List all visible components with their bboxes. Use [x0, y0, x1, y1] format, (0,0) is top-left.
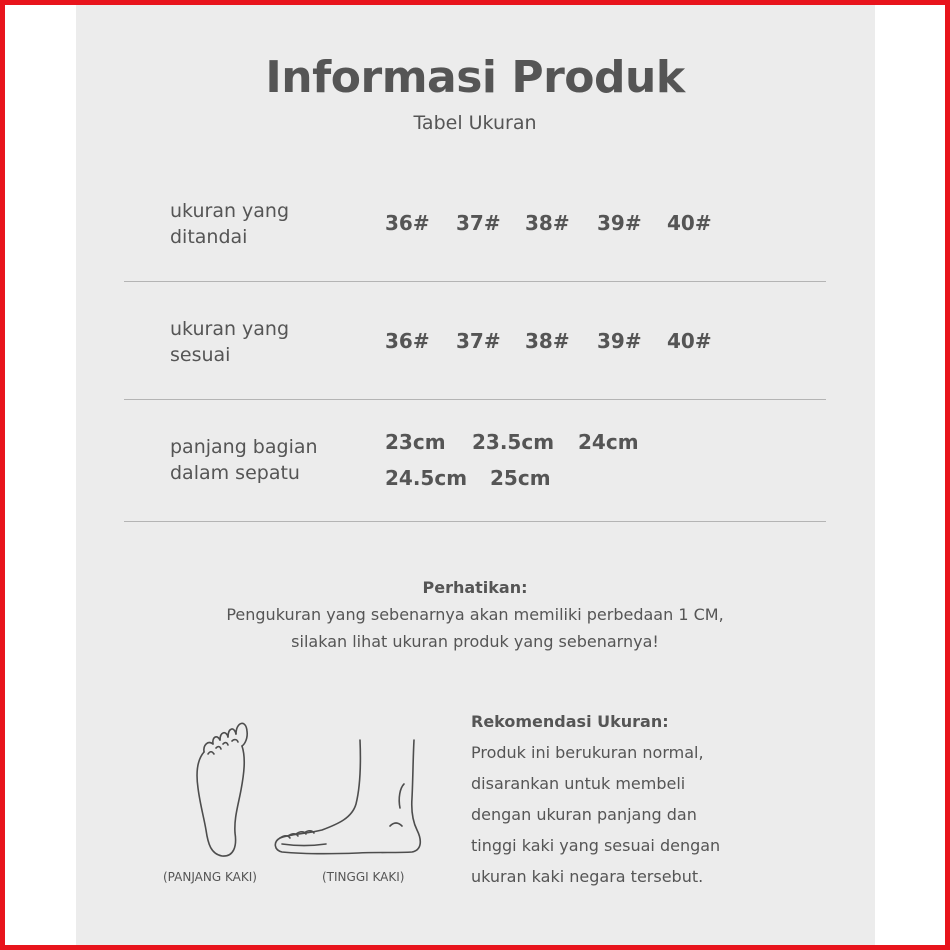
- table-separator: [124, 399, 826, 400]
- table-separator: [124, 521, 826, 522]
- length-cell: 23.5cm: [472, 430, 555, 454]
- foot-height-caption: (TINGGI KAKI): [322, 870, 405, 884]
- size-cell: 38#: [525, 329, 570, 353]
- size-cell: 37#: [456, 329, 501, 353]
- row-label-line: dalam sepatu: [170, 462, 300, 484]
- row-label-line: ditandai: [170, 226, 248, 248]
- page-title: Informasi Produk: [265, 52, 685, 103]
- row-label-line: sesuai: [170, 344, 231, 366]
- size-cell: 37#: [456, 211, 501, 235]
- note-line: silakan lihat ukuran produk yang sebenarnya!: [291, 632, 659, 651]
- row-label-marked-size: [170, 198, 370, 250]
- recommendation-line: Produk ini berukuran normal,: [471, 743, 704, 762]
- length-cell: 23cm: [385, 430, 446, 454]
- note-title: Perhatikan:: [422, 578, 528, 597]
- foot-length-caption: (PANJANG KAKI): [163, 870, 257, 884]
- size-cell: 39#: [597, 329, 642, 353]
- row-label-line: ukuran yang: [170, 200, 290, 222]
- note-line: Pengukuran yang sebenarnya akan memiliki perbedaan 1 CM,: [226, 605, 724, 624]
- row-label-fit-size: [170, 316, 370, 368]
- foot-sole-icon: [190, 718, 260, 863]
- recommendation-line: ukuran kaki negara tersebut.: [471, 867, 704, 886]
- recommendation-line: tinggi kaki yang sesuai dengan: [471, 836, 721, 855]
- size-cell: 38#: [525, 211, 570, 235]
- length-cell: 25cm: [490, 466, 551, 490]
- foot-side-icon: [272, 738, 424, 860]
- page-subtitle: Tabel Ukuran: [413, 112, 537, 134]
- size-cell: 39#: [597, 211, 642, 235]
- length-cell: 24cm: [578, 430, 639, 454]
- size-cell: 40#: [667, 329, 712, 353]
- row-label-inner-length: [170, 434, 370, 486]
- table-separator: [124, 281, 826, 282]
- recommendation-title: Rekomendasi Ukuran:: [471, 712, 669, 731]
- size-cell: 40#: [667, 211, 712, 235]
- recommendation-line: dengan ukuran panjang dan: [471, 805, 697, 824]
- size-cell: 36#: [385, 211, 430, 235]
- recommendation-line: disarankan untuk membeli: [471, 774, 686, 793]
- length-cell: 24.5cm: [385, 466, 468, 490]
- row-label-line: ukuran yang: [170, 318, 290, 340]
- row-label-line: panjang bagian: [170, 436, 318, 458]
- size-cell: 36#: [385, 329, 430, 353]
